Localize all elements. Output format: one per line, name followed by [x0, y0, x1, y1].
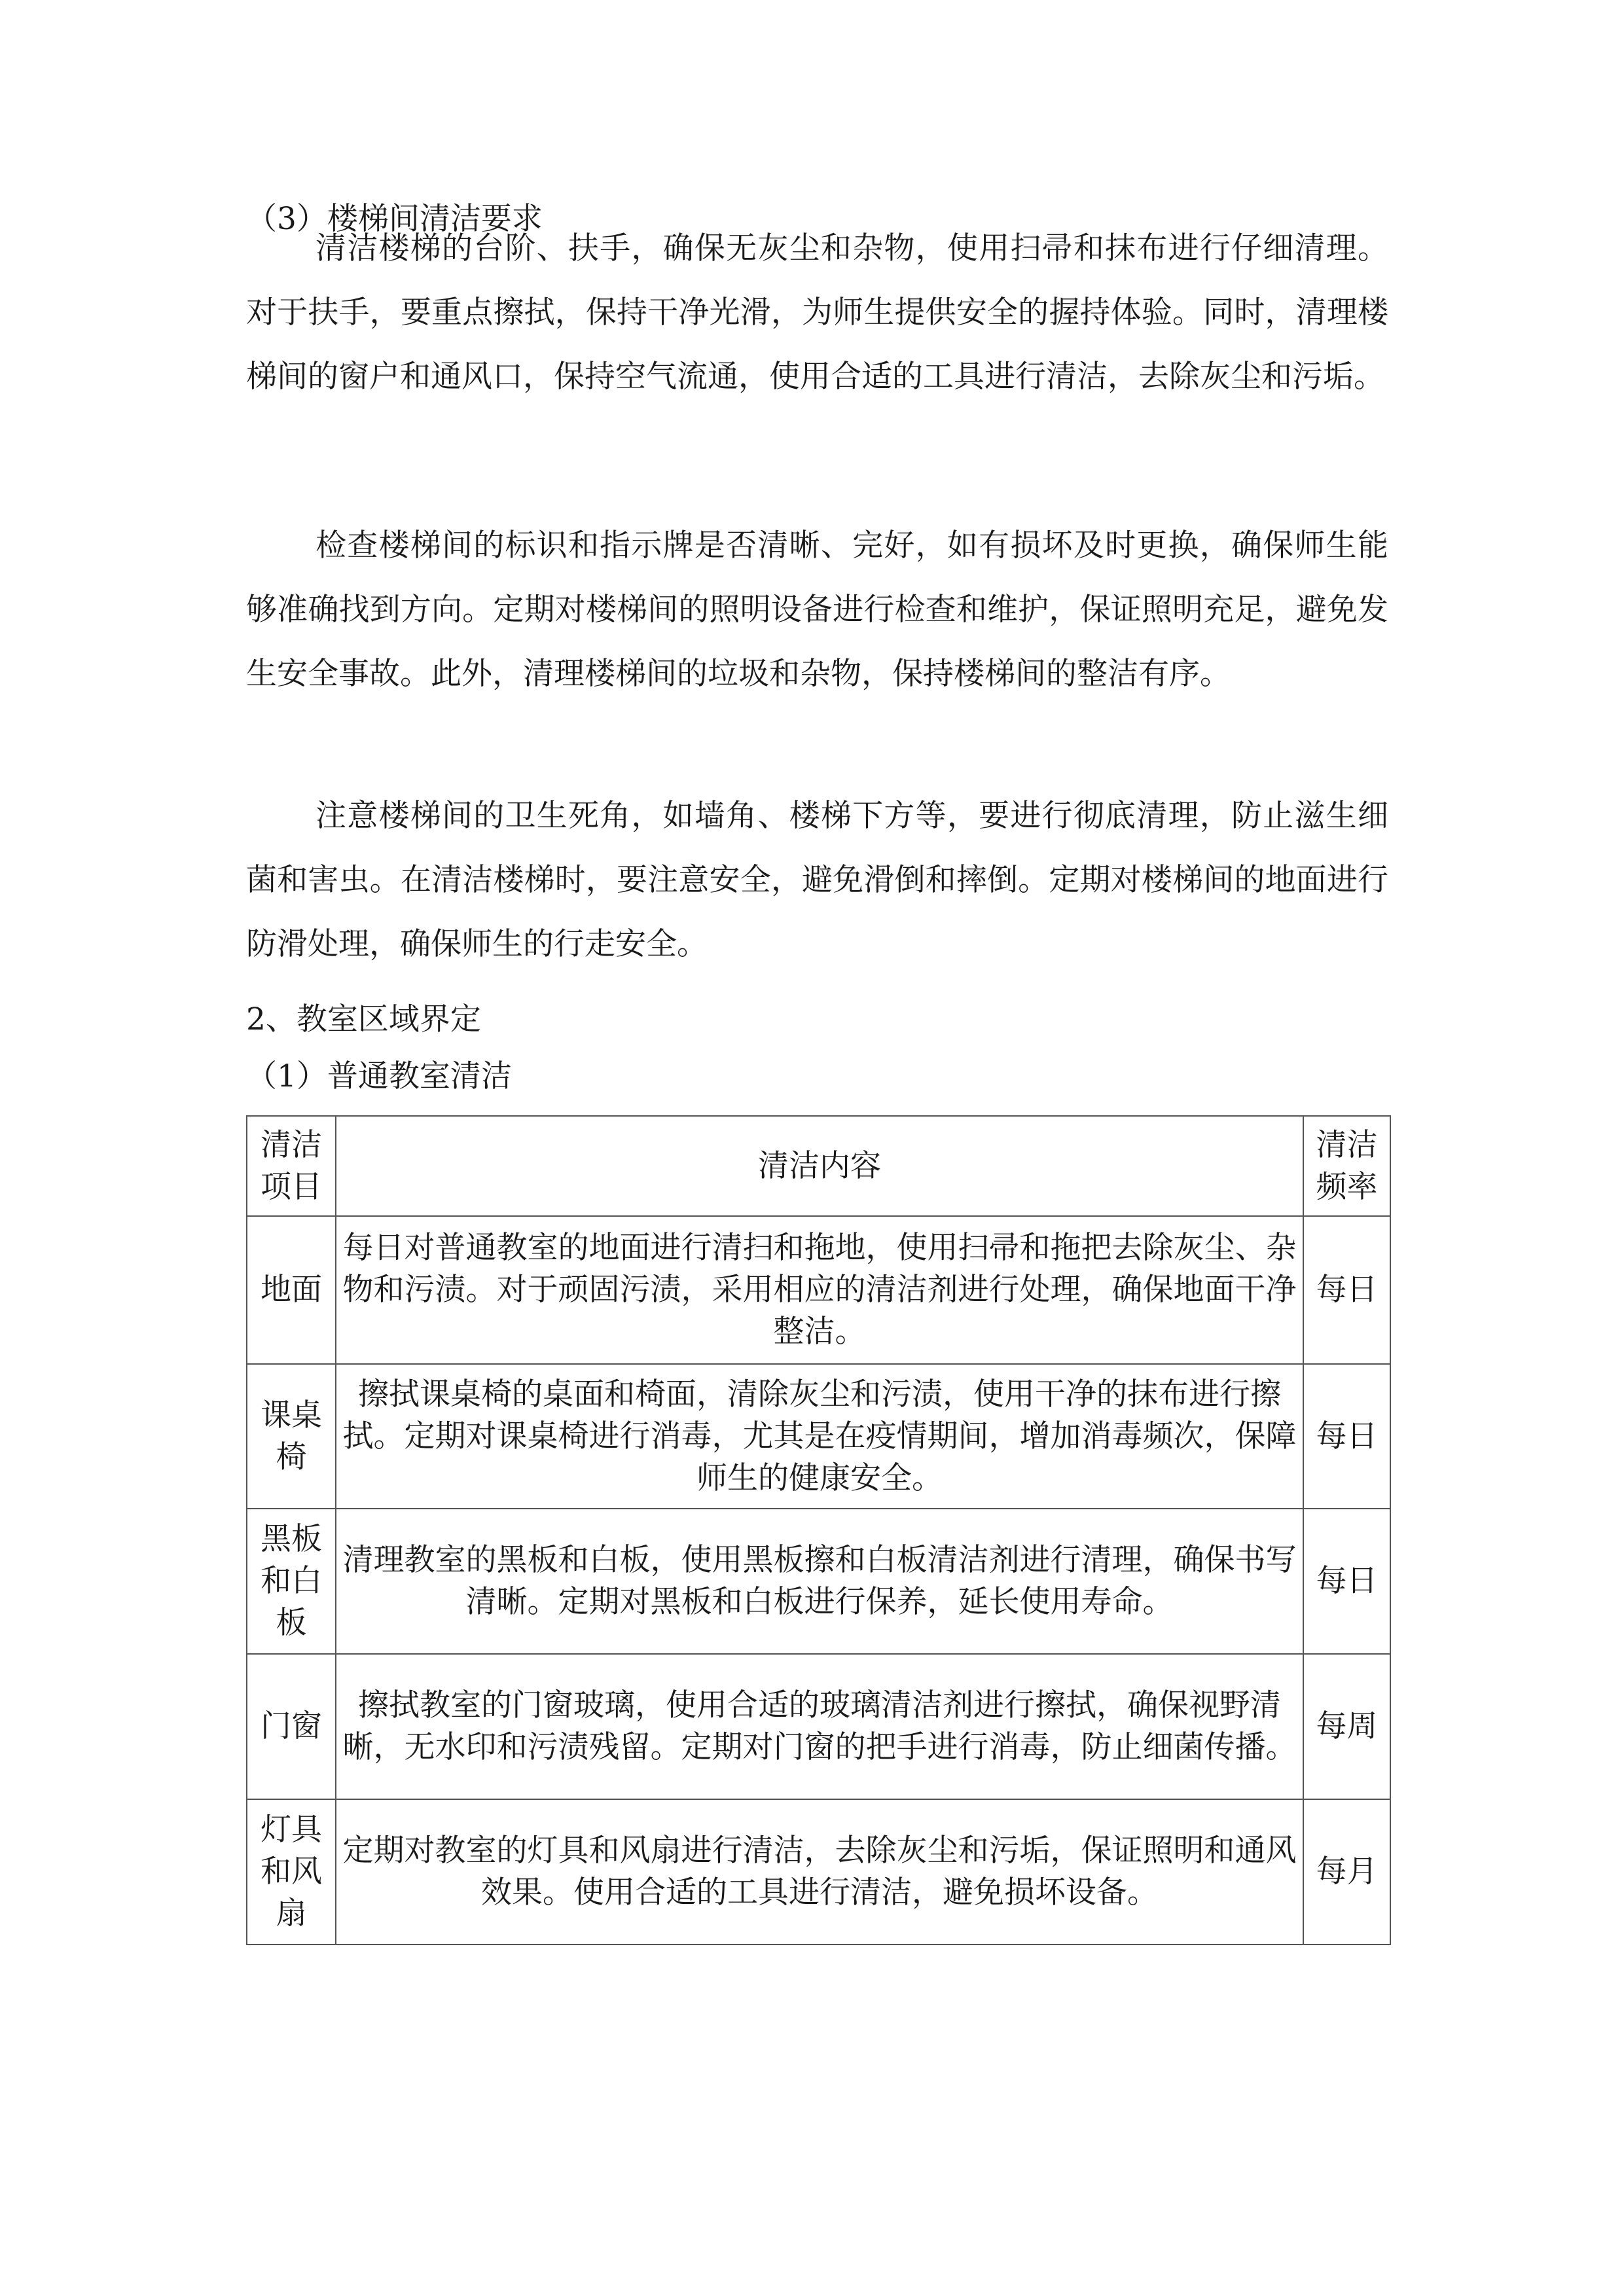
table-row	[247, 1509, 1390, 1654]
row-item: 黑板和白板	[247, 1509, 336, 1654]
row-item: 地面	[247, 1216, 336, 1364]
paragraph-3: 注意楼梯间的卫生死角，如墙角、楼梯下方等，要进行彻底清理，防止滋生细菌和害虫。在清洁楼梯时，要注意安全，避免滑倒和摔倒。定期对楼梯间的地面进行防滑处理，确保师生的行走安全。	[246, 798, 1388, 962]
cleaning-table	[246, 1115, 1391, 1945]
row-item: 灯具和风扇	[247, 1799, 336, 1945]
row-frequency: 每月	[1303, 1799, 1390, 1945]
row-item: 门窗	[247, 1654, 336, 1799]
row-content: 定期对教室的灯具和风扇进行清洁，去除灰尘和污垢，保证照明和通风效果。使用合适的工具进行清洁，避免损坏设备。	[336, 1799, 1303, 1945]
subsection-1-heading: （1）普通教室清洁	[246, 1058, 512, 1094]
section-3-heading: （3）楼梯间清洁要求	[246, 201, 543, 237]
table-row	[247, 1216, 1390, 1364]
table-row	[247, 1799, 1390, 1945]
table-row	[247, 1654, 1390, 1799]
row-content: 每日对普通教室的地面进行清扫和拖地，使用扫帚和拖把去除灰尘、杂物和污渍。对于顽固污渍，采用相应的清洁剂进行处理，确保地面干净整洁。	[336, 1216, 1303, 1364]
table-header-row	[247, 1116, 1390, 1216]
paragraph-2: 检查楼梯间的标识和指示牌是否清晰、完好，如有损坏及时更换，确保师生能够准确找到方向。定期对楼梯间的照明设备进行检查和维护，保证照明充足，避免发生安全事故。此外，清理楼梯间的垃圾和杂物，保持楼梯间的整洁有序。	[246, 528, 1388, 692]
header-item: 清洁项目	[247, 1116, 336, 1216]
header-content: 清洁内容	[336, 1116, 1303, 1216]
header-frequency: 清洁频率	[1303, 1116, 1390, 1216]
paragraph-1: 清洁楼梯的台阶、扶手，确保无灰尘和杂物，使用扫帚和抹布进行仔细清理。对于扶手，要重点擦拭，保持干净光滑，为师生提供安全的握持体验。同时，清理楼梯间的窗户和通风口，保持空气流通，使用合适的工具进行清洁，去除灰尘和污垢。	[246, 230, 1388, 395]
row-frequency: 每日	[1303, 1509, 1390, 1654]
row-frequency: 每日	[1303, 1216, 1390, 1364]
row-content: 擦拭课桌椅的桌面和椅面，清除灰尘和污渍，使用干净的抹布进行擦拭。定期对课桌椅进行消毒，尤其是在疫情期间，增加消毒频次，保障师生的健康安全。	[336, 1364, 1303, 1509]
row-item: 课桌椅	[247, 1364, 336, 1509]
row-content: 清理教室的黑板和白板，使用黑板擦和白板清洁剂进行清理，确保书写清晰。定期对黑板和白板进行保养，延长使用寿命。	[336, 1509, 1303, 1654]
table-row	[247, 1364, 1390, 1509]
section-2-heading: 2、教室区域界定	[246, 1001, 481, 1037]
row-content: 擦拭教室的门窗玻璃，使用合适的玻璃清洁剂进行擦拭，确保视野清晰，无水印和污渍残留。定期对门窗的把手进行消毒，防止细菌传播。	[336, 1654, 1303, 1799]
row-frequency: 每周	[1303, 1654, 1390, 1799]
row-frequency: 每日	[1303, 1364, 1390, 1509]
